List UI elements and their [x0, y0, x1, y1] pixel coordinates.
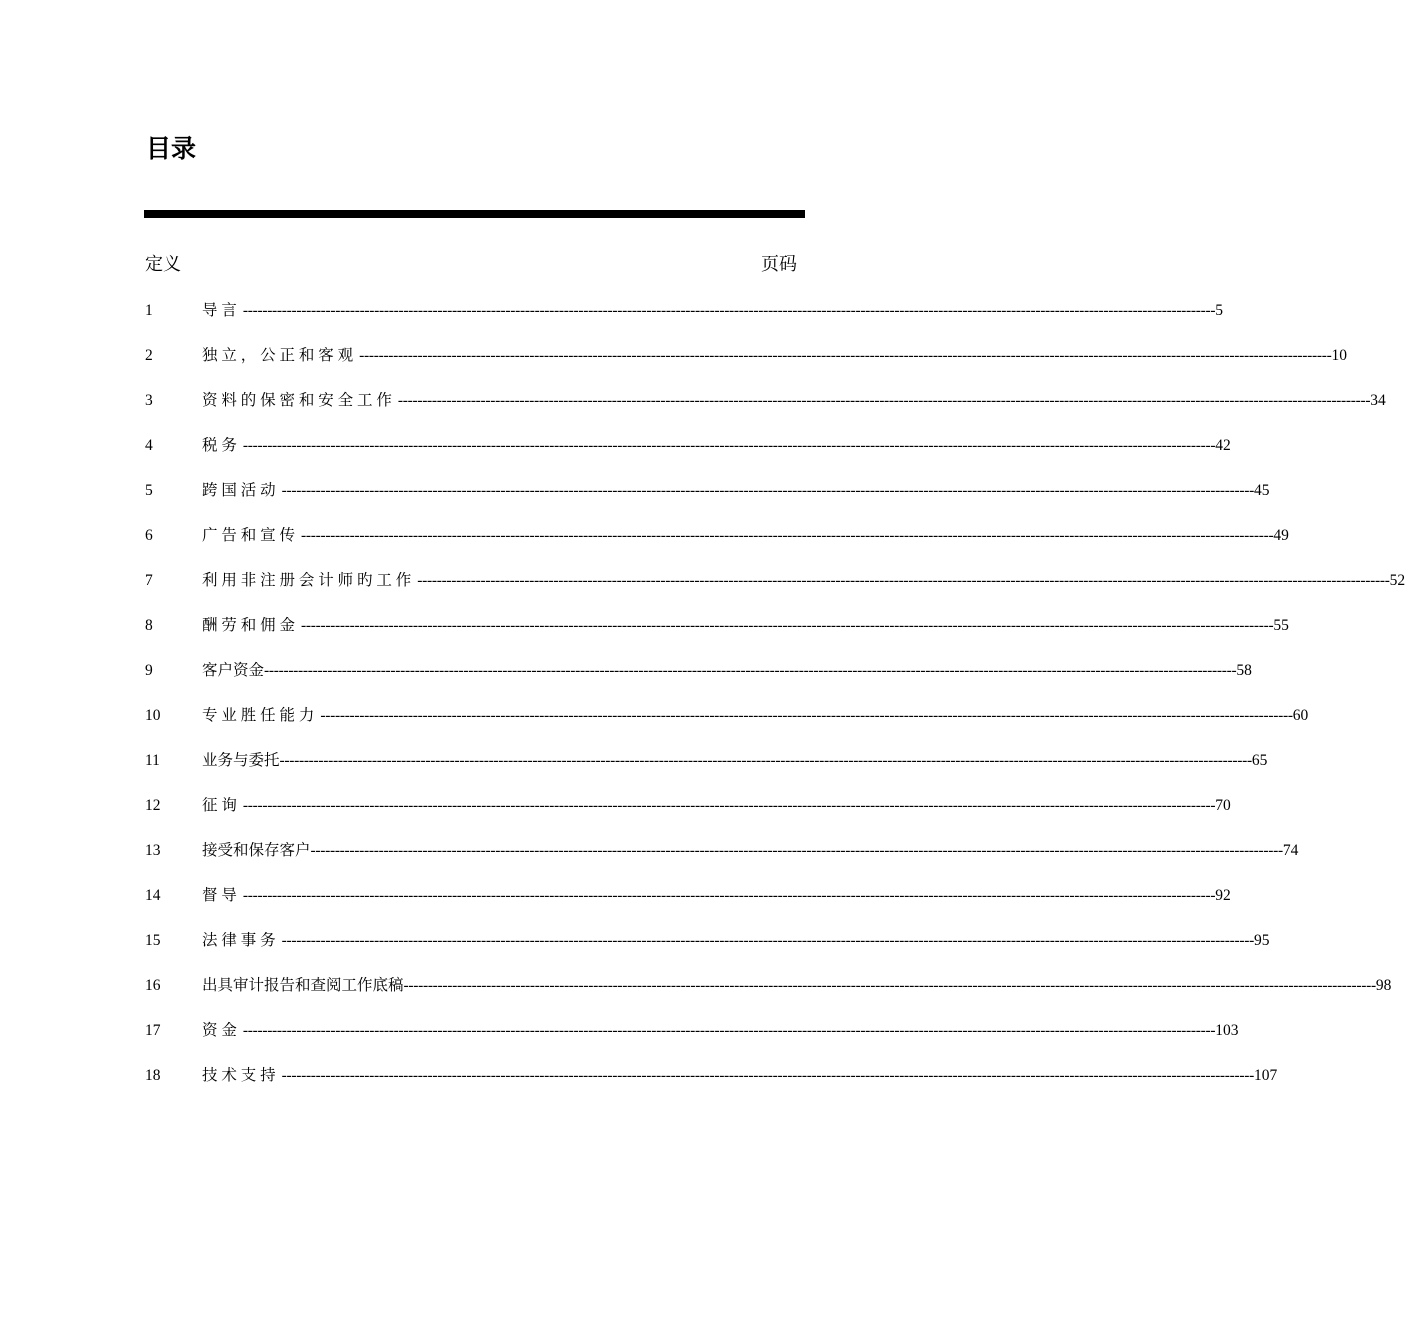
title-divider [144, 210, 805, 218]
entry-number: 16 [145, 977, 161, 994]
toc-entry[interactable] [145, 525, 1289, 570]
toc-entry[interactable] [145, 885, 1231, 930]
entry-title: 导 言 [202, 302, 237, 319]
entry-title: 资 金 [202, 1022, 237, 1039]
entry-page-number: 65 [1251, 752, 1268, 769]
entry-page-number: 49 [1273, 527, 1289, 544]
entry-number: 14 [145, 887, 161, 904]
entry-number: 1 [145, 302, 153, 319]
entry-title: 广 告 和 宣 传 [202, 527, 296, 544]
toc-entry[interactable] [145, 615, 1289, 660]
entry-number: 4 [145, 437, 153, 454]
entry-title: 接受和保存客户 [202, 842, 311, 859]
dot-leader: -------------------------------------------------------------------------------------------------------------------------------------------------------------------------------------------------------- [397, 392, 1371, 409]
entry-page-number: 103 [1215, 1022, 1239, 1039]
entry-page-number: 74 [1282, 842, 1299, 859]
toc-entry[interactable] [145, 1020, 1239, 1065]
toc-entry[interactable] [145, 345, 1347, 390]
entry-title: 征 询 [202, 797, 237, 814]
entry-page-number: 98 [1375, 977, 1392, 994]
toc-entry[interactable] [145, 390, 1386, 435]
entry-title: 跨 国 活 动 [202, 482, 276, 499]
entry-title: 利 用 非 注 册 会 计 师 旳 工 作 [202, 572, 412, 589]
entry-title: 技 术 支 持 [202, 1067, 276, 1084]
toc-entry[interactable] [145, 570, 1405, 615]
entry-title: 酬 劳 和 佣 金 [202, 617, 296, 634]
entry-number: 17 [145, 1022, 161, 1039]
entry-number: 9 [145, 662, 153, 679]
entry-page-number: 5 [1215, 302, 1223, 319]
entry-number: 3 [145, 392, 153, 409]
entry-page-number: 52 [1389, 572, 1405, 589]
toc-entry[interactable] [145, 435, 1231, 480]
dot-leader: -------------------------------------------------------------------------------------------------------------------------------------------------------------------------------------------------------- [320, 707, 1293, 724]
toc-header-definition: 定义 [145, 254, 181, 274]
entry-title: 资 料 的 保 密 和 安 全 工 作 [202, 392, 392, 409]
dot-leader: -------------------------------------------------------------------------------------------------------------------------------------------------------------------------------------------------------- [281, 482, 1254, 499]
entry-page-number: 42 [1215, 437, 1231, 454]
toc-entries [145, 300, 1405, 1110]
toc-entry[interactable] [145, 750, 1268, 795]
dot-leader: -------------------------------------------------------------------------------------------------------------------------------------------------------------------------------------------------------- [242, 302, 1216, 319]
entry-number: 6 [145, 527, 153, 544]
entry-title: 独 立 ， 公 正 和 客 观 [202, 347, 354, 364]
dot-leader: -------------------------------------------------------------------------------------------------------------------------------------------------------------------------------------------------------- [301, 617, 1274, 634]
entry-page-number: 45 [1253, 482, 1270, 499]
entry-number: 8 [145, 617, 153, 634]
entry-number: 7 [145, 572, 153, 589]
toc-entry[interactable] [145, 795, 1231, 840]
entry-page-number: 92 [1215, 887, 1231, 904]
dot-leader: -------------------------------------------------------------------------------------------------------------------------------------------------------------------------------------------------------- [242, 797, 1216, 814]
entry-number: 13 [145, 842, 161, 859]
dot-leader: -------------------------------------------------------------------------------------------------------------------------------------------------------------------------------------------------------- [264, 662, 1237, 679]
dot-leader: -------------------------------------------------------------------------------------------------------------------------------------------------------------------------------------------------------- [417, 572, 1390, 589]
entry-title: 督 导 [202, 887, 237, 904]
entry-page-number: 34 [1370, 392, 1386, 409]
toc-header [145, 252, 797, 276]
toc-entry[interactable] [145, 705, 1309, 750]
entry-title: 业务与委托 [202, 752, 280, 769]
toc-title: 目录 [146, 134, 197, 163]
toc-entry[interactable] [145, 300, 1223, 345]
entry-number: 5 [145, 482, 153, 499]
entry-page-number: 60 [1292, 707, 1309, 724]
entry-title: 出具审计报告和查阅工作底稿 [202, 977, 404, 994]
toc-entry[interactable] [145, 930, 1270, 975]
dot-leader: -------------------------------------------------------------------------------------------------------------------------------------------------------------------------------------------------------- [242, 887, 1216, 904]
entry-number: 15 [145, 932, 161, 949]
entry-number: 11 [145, 752, 160, 769]
toc-entry[interactable] [145, 660, 1252, 705]
dot-leader: -------------------------------------------------------------------------------------------------------------------------------------------------------------------------------------------------------- [359, 347, 1332, 364]
toc-entry[interactable] [145, 480, 1270, 525]
entry-number: 2 [145, 347, 153, 364]
dot-leader: -------------------------------------------------------------------------------------------------------------------------------------------------------------------------------------------------------- [242, 437, 1216, 454]
entry-title: 法 律 事 务 [202, 932, 276, 949]
toc-entry[interactable] [145, 975, 1392, 1020]
entry-title: 税 务 [202, 437, 237, 454]
entry-page-number: 107 [1253, 1067, 1278, 1084]
dot-leader: -------------------------------------------------------------------------------------------------------------------------------------------------------------------------------------------------------- [281, 932, 1254, 949]
entry-page-number: 70 [1215, 797, 1231, 814]
dot-leader: -------------------------------------------------------------------------------------------------------------------------------------------------------------------------------------------------------- [279, 752, 1252, 769]
dot-leader: -------------------------------------------------------------------------------------------------------------------------------------------------------------------------------------------------------- [403, 977, 1376, 994]
toc-entry[interactable] [145, 1065, 1278, 1110]
dot-leader: -------------------------------------------------------------------------------------------------------------------------------------------------------------------------------------------------------- [310, 842, 1283, 859]
dot-leader: -------------------------------------------------------------------------------------------------------------------------------------------------------------------------------------------------------- [301, 527, 1274, 544]
entry-page-number: 10 [1331, 347, 1347, 364]
dot-leader: -------------------------------------------------------------------------------------------------------------------------------------------------------------------------------------------------------- [242, 1022, 1216, 1039]
entry-page-number: 55 [1273, 617, 1289, 634]
entry-number: 10 [145, 707, 161, 724]
toc-header-page: 页码 [761, 254, 797, 274]
toc-entry[interactable] [145, 840, 1299, 885]
entry-page-number: 95 [1253, 932, 1270, 949]
entry-page-number: 58 [1236, 662, 1252, 679]
entry-number: 18 [145, 1067, 161, 1084]
entry-title: 客户资金 [202, 662, 265, 679]
entry-number: 12 [145, 797, 161, 814]
entry-title: 专 业 胜 任 能 力 [202, 707, 315, 724]
dot-leader: -------------------------------------------------------------------------------------------------------------------------------------------------------------------------------------------------------- [281, 1067, 1254, 1084]
